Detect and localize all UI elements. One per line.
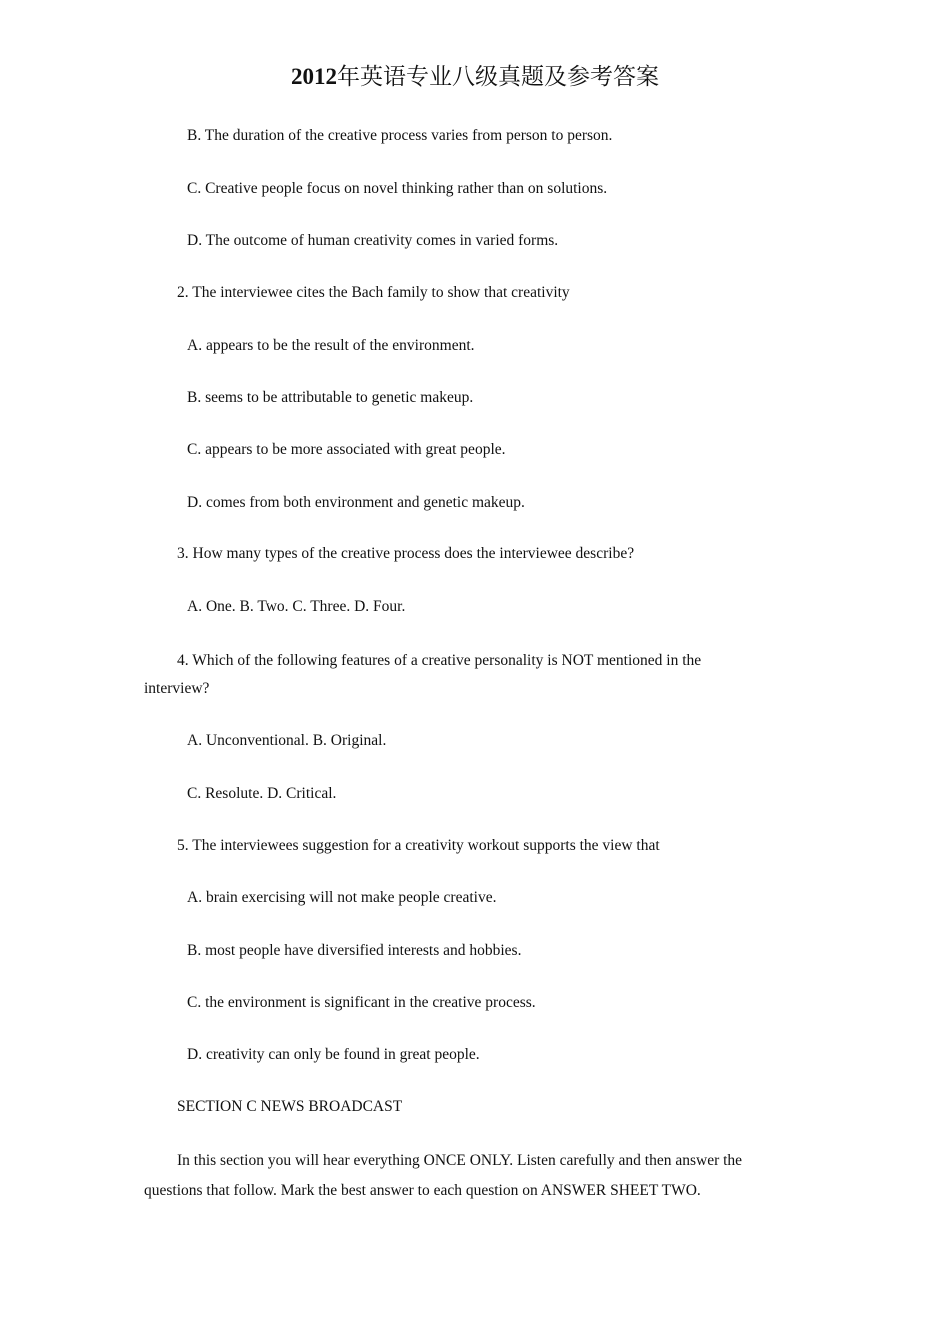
q5-option-d: D. creativity can only be found in great people. — [187, 1046, 480, 1063]
q1-option-d: D. The outcome of human creativity comes in varied forms. — [187, 232, 559, 249]
q3-options: A. One. B. Two. C. Three. D. Four. — [187, 598, 406, 615]
q1-option-c: C. Creative people focus on novel thinking rather than on solutions. — [187, 180, 608, 197]
title-text: 年英语专业八级真题及参考答案 — [337, 64, 659, 89]
section-c-heading: SECTION C NEWS BROADCAST — [177, 1098, 403, 1115]
q2-option-d: D. comes from both environment and genetic makeup. — [187, 494, 525, 511]
q2-option-b: B. seems to be attributable to genetic makeup. — [187, 389, 474, 406]
q2-option-a: A. appears to be the result of the environment. — [187, 337, 475, 354]
q5-stem: 5. The interviewees suggestion for a creativity workout supports the view that — [177, 837, 660, 854]
q4-stem-line2: interview? — [144, 680, 210, 697]
q2-stem: 2. The interviewee cites the Bach family to show that creativity — [177, 284, 570, 301]
q3-stem: 3. How many types of the creative process does the interviewee describe? — [177, 545, 635, 562]
q5-option-b: B. most people have diversified interests and hobbies. — [187, 942, 522, 959]
page-title — [0, 60, 950, 94]
q4-options-line2: C. Resolute. D. Critical. — [187, 785, 337, 802]
q5-option-a: A. brain exercising will not make people creative. — [187, 889, 497, 906]
q1-option-b: B. The duration of the creative process varies from person to person. — [187, 127, 613, 144]
q5-option-c: C. the environment is significant in the creative process. — [187, 994, 536, 1011]
section-c-instructions-line1: In this section you will hear everything ONCE ONLY. Listen carefully and then answer the — [177, 1152, 743, 1169]
title-year: 2012 — [291, 64, 337, 89]
q4-options-line1: A. Unconventional. B. Original. — [187, 732, 387, 749]
section-c-instructions-line2: questions that follow. Mark the best answer to each question on ANSWER SHEET TWO. — [144, 1182, 701, 1199]
q4-stem-line1: 4. Which of the following features of a creative personality is NOT mentioned in the — [177, 652, 702, 669]
q2-option-c: C. appears to be more associated with great people. — [187, 441, 506, 458]
